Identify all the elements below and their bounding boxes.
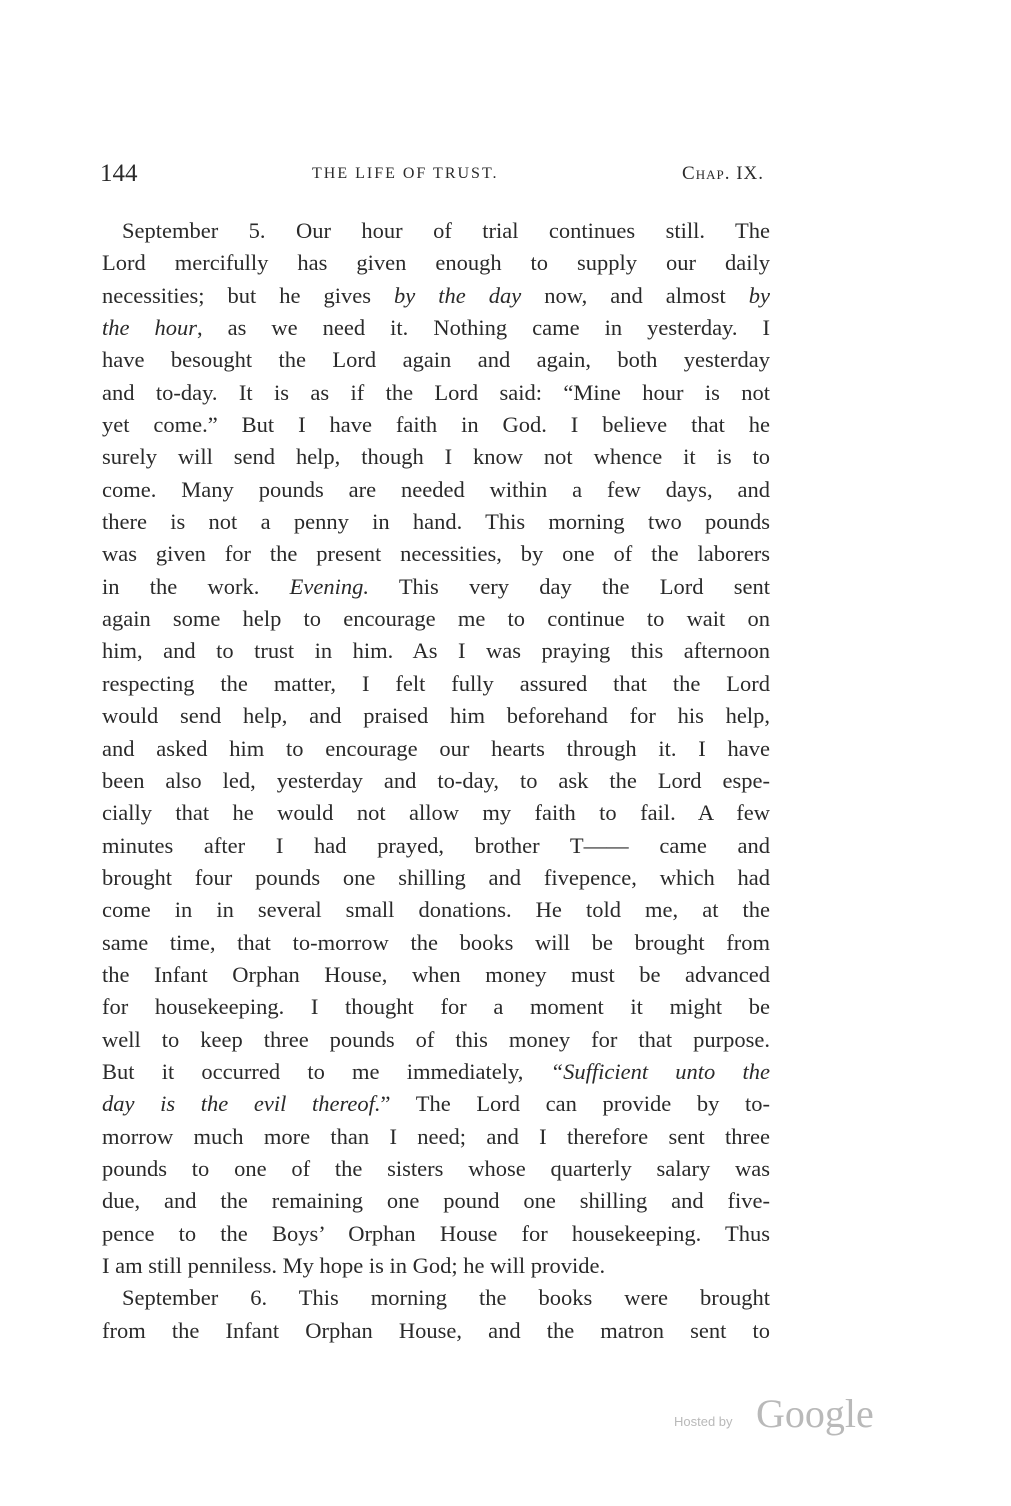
text-run: and asked him to encourage our hearts through it. I have — [102, 735, 770, 761]
text-line — [102, 862, 770, 894]
text-run: same time, that to-morrow the books will be brought from — [102, 929, 770, 955]
text-run: again some help to encourage me to continue to wait on — [102, 606, 770, 632]
text-run: minutes after I had prayed, brother T—— came and — [102, 832, 770, 858]
text-line — [102, 377, 770, 409]
text-line — [102, 1250, 770, 1282]
text-run: was given for the present necessities, by one of the laborers — [102, 541, 770, 567]
text-line — [102, 603, 770, 635]
text-run: yet come.” But I have faith in God. I believe that he — [102, 412, 770, 438]
text-line — [102, 280, 770, 312]
text-line — [102, 733, 770, 765]
text-run: him, and to trust in him. As I was praying this afternoon — [102, 638, 770, 664]
text-run: September 5. Our hour of trial continues still. The — [122, 218, 770, 243]
chapter-label: Chap. IX. — [682, 163, 764, 184]
italic-text: day is the evil thereof. — [102, 1091, 381, 1117]
running-header — [100, 160, 764, 196]
text-line — [102, 1153, 770, 1185]
text-line — [102, 1024, 770, 1056]
text-run: cially that he would not allow my faith to fail. A few — [102, 800, 770, 826]
text-run: and to-day. It is as if the Lord said: “Mine hour is not — [102, 379, 770, 405]
text-line — [102, 344, 770, 376]
running-title: THE LIFE OF TRUST. — [312, 165, 499, 182]
text-line — [102, 830, 770, 862]
text-run: I am still penniless. My hope is in God; he will provide. — [102, 1253, 606, 1278]
text-line — [102, 215, 770, 247]
text-run: from the Infant Orphan House, and the matron sent to — [102, 1317, 770, 1343]
text-line — [102, 1121, 770, 1153]
text-line — [102, 538, 770, 570]
text-line — [102, 927, 770, 959]
google-watermark — [674, 1390, 880, 1440]
text-line — [102, 571, 770, 603]
text-line — [102, 409, 770, 441]
text-run: September 6. This morning the books were brought — [122, 1285, 770, 1311]
text-line — [102, 441, 770, 473]
text-run: due, and the remaining one pound one shilling and five- — [102, 1188, 770, 1214]
text-line — [102, 247, 770, 279]
text-line — [102, 312, 770, 344]
text-run: for housekeeping. I thought for a moment it might be — [102, 994, 770, 1020]
text-run: This very day the Lord sent — [368, 573, 771, 599]
italic-text: Evening. — [289, 573, 369, 599]
text-line — [102, 894, 770, 926]
body-text — [102, 215, 770, 1347]
text-line — [102, 1282, 770, 1314]
text-run: would send help, and praised him beforehand for his help, — [102, 703, 770, 729]
text-run: the Infant Orphan House, when money must be advanced — [102, 961, 770, 987]
text-run: , as we need it. Nothing came in yesterday. I — [197, 315, 770, 341]
text-line — [102, 991, 770, 1023]
text-line — [102, 1056, 770, 1088]
text-run: respecting the matter, I felt fully assured that the Lord — [102, 670, 770, 696]
italic-text: the hour — [102, 315, 198, 341]
text-run: come. Many pounds are needed within a few days, and — [102, 476, 770, 502]
text-run: morrow much more than I need; and I therefore sent three — [102, 1123, 770, 1149]
text-line — [102, 474, 770, 506]
text-line — [102, 959, 770, 991]
text-line — [102, 668, 770, 700]
text-run: well to keep three pounds of this money for that purpose. — [102, 1026, 770, 1052]
watermark-prefix: Hosted by — [674, 1414, 733, 1429]
text-run: now, and almost — [521, 282, 749, 308]
text-line — [102, 1185, 770, 1217]
text-line — [102, 1315, 770, 1347]
text-line — [102, 1218, 770, 1250]
text-run: pounds to one of the sisters whose quarterly salary was — [102, 1155, 770, 1181]
text-run: surely will send help, though I know not whence it is to — [102, 444, 770, 470]
text-line — [102, 506, 770, 538]
text-run: come in in several small donations. He told me, at the — [102, 897, 770, 923]
text-run: been also led, yesterday and to-day, to ask the Lord espe- — [102, 767, 770, 793]
text-run: brought four pounds one shilling and fivepence, which had — [102, 864, 770, 890]
text-run: ” The Lord can provide by to- — [380, 1091, 771, 1117]
text-run: have besought the Lord again and again, both yesterday — [102, 347, 770, 373]
text-run: in the work. — [102, 573, 290, 599]
text-line — [102, 765, 770, 797]
text-run: pence to the Boys’ Orphan House for housekeeping. Thus — [102, 1220, 770, 1246]
italic-text: by — [748, 282, 770, 308]
text-line — [102, 1088, 770, 1120]
google-logo: Google — [756, 1391, 874, 1436]
text-line — [102, 797, 770, 829]
text-line — [102, 635, 770, 667]
text-run: Lord mercifully has given enough to supply our daily — [102, 250, 770, 276]
text-run: there is not a penny in hand. This morning two pounds — [102, 509, 770, 535]
text-run: But it occurred to me immediately, — [102, 1058, 551, 1084]
text-line — [102, 700, 770, 732]
text-run: necessities; but he gives — [102, 282, 395, 308]
italic-text: by the day — [394, 282, 522, 308]
italic-text: “Sufficient unto the — [550, 1058, 770, 1084]
page-number: 144 — [100, 160, 138, 187]
